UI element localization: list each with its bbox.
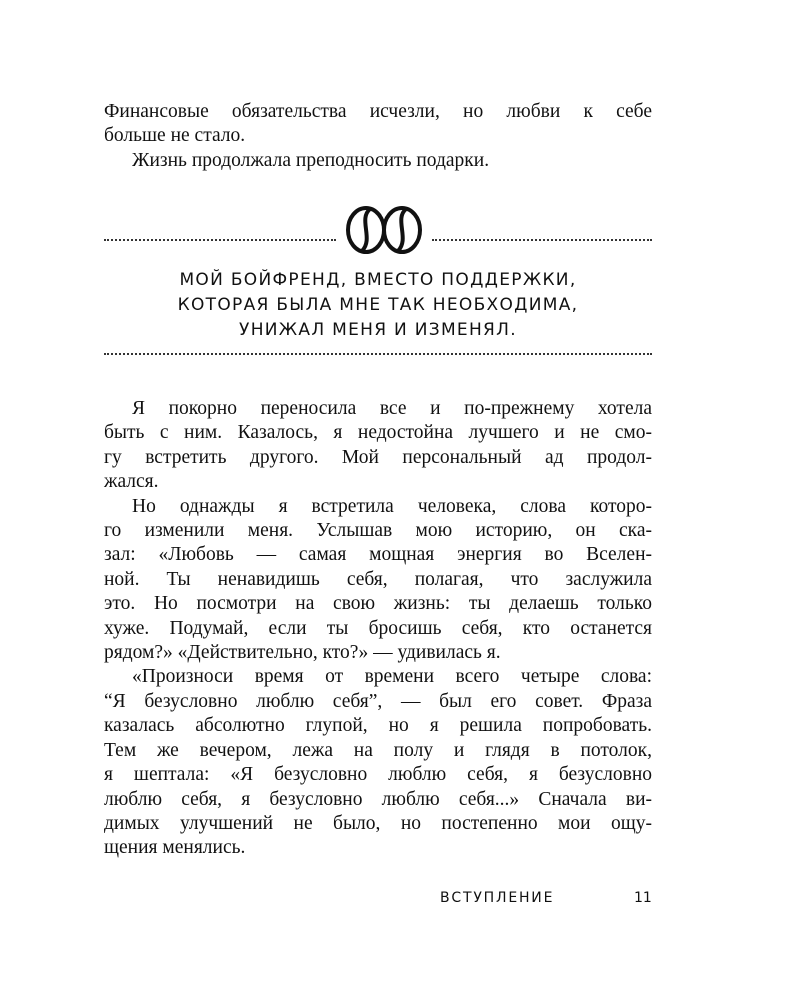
text-line: щения менялись. [104,837,246,859]
body-paragraphs [104,397,652,861]
pull-quote-line: МОЙ БОЙФРЕНД, ВМЕСТО ПОДДЕРЖКИ, [179,270,577,290]
text-line: гу встретить другого. Мой персональный ад продол- [104,446,652,468]
text-line: я шептала: «Я безусловно люблю себя, я безусловно [104,764,652,786]
text-line: димых улучшений не было, но постепенно мои ощу- [104,812,652,834]
text-line: люблю себя, я безусловно люблю себя...» Сначала ви- [104,788,652,810]
page-number: 11 [634,890,652,906]
text-line: «Произноси время от времени всего четыре слова: [132,666,652,688]
text-line: го изменили меня. Услышав мою историю, он ска- [104,520,652,542]
text-line: жался. [104,471,159,493]
text-line: быть с ним. Казалось, я недостойна лучшего и не смо- [104,422,652,444]
text-line: рядом?» «Действительно, кто?» — удивилась я. [104,642,501,664]
text-line: казалась абсолютно глупой, но я решила попробовать. [104,715,652,737]
pull-quote [104,268,652,343]
running-footer-section: ВСТУПЛЕНИЕ [440,890,555,906]
text-line: это. Но посмотри на свою жизнь: ты делаешь только [104,593,652,615]
text-line: Но однажды я встретила человека, слова которо- [132,495,652,517]
coffee-beans-icon [344,205,424,255]
dotted-divider-left [104,239,336,241]
text-line: ной. Ты ненавидишь себя, полагая, что заслужила [104,568,652,590]
text-line: больше не стало. [104,125,246,147]
dotted-divider-right [432,239,652,241]
text-line: зал: «Любовь — самая мощная энергия во Вселен- [104,544,652,566]
text-line: хуже. Подумай, если ты бросишь себя, кто останется [104,617,652,639]
intro-paragraphs [104,100,652,173]
dotted-divider-bottom [104,353,652,355]
text-line: “Я безусловно люблю себя”, — был его совет. Фраза [104,690,652,712]
text-line: Жизнь продолжала преподносить подарки. [132,149,490,171]
pull-quote-line: КОТОРАЯ БЫЛА МНЕ ТАК НЕОБХОДИМА, [177,295,579,315]
text-line: Я покорно переносила все и по-прежнему хотела [132,398,652,419]
pull-quote-line: УНИЖАЛ МЕНЯ И ИЗМЕНЯЛ. [239,320,517,340]
text-line: Финансовые обязательства исчезли, но любви к себе [104,101,652,122]
text-line: Тем же вечером, лежа на полу и глядя в потолок, [104,739,652,761]
